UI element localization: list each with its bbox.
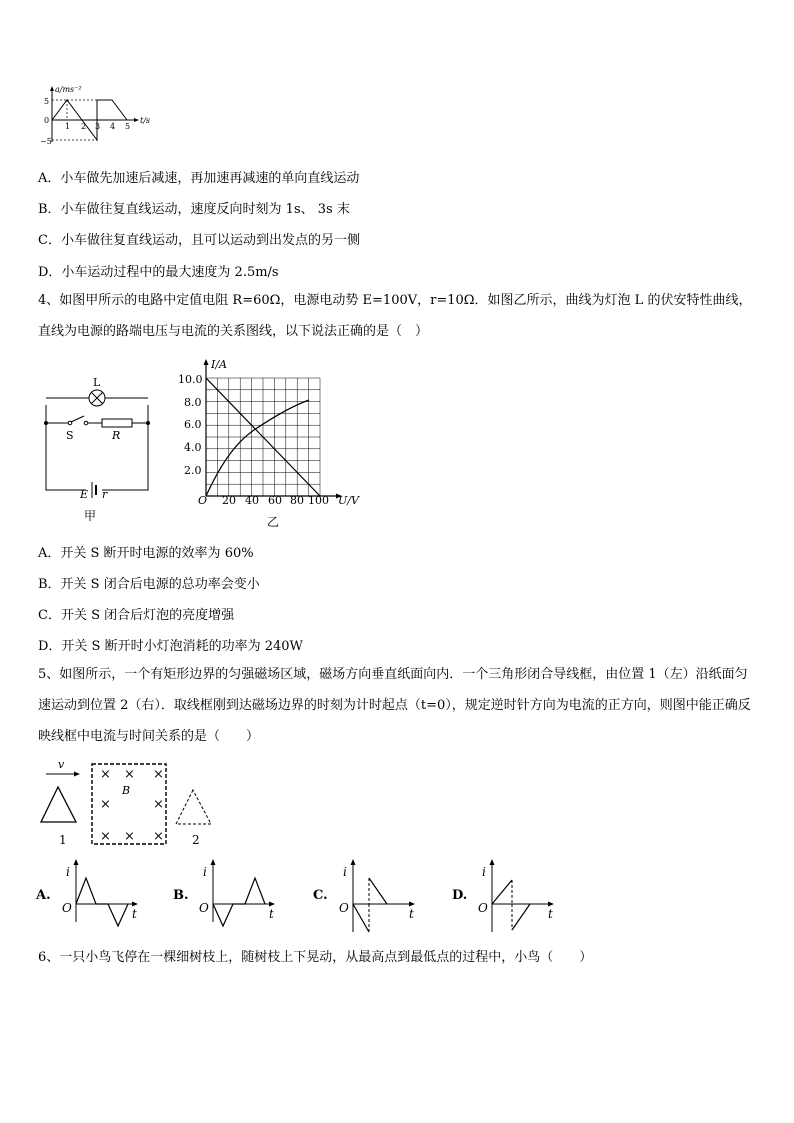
q4-stem: 4、如图甲所示的电路中定值电阻 R=60Ω，电源电动势 E=100V，r=10Ω．如图乙所示，曲线为灯泡 L 的伏安特性曲线，直线为电源的路端电压与电流的关系图线，以下说法正确的是（ ） — [38, 293, 752, 339]
q3-option-b: B．小车做往复直线运动，速度反向时刻为 1s、 3s 末 — [38, 202, 350, 217]
circuit-diagram — [36, 368, 156, 528]
choice-d-t: t — [548, 907, 553, 921]
q3-option-a: A．小车做先加速后减速，再加速再减速的单向直线运动 — [38, 171, 360, 186]
choice-d-curve — [492, 880, 512, 904]
choice-d-letter: D. — [452, 888, 468, 903]
x-tick-60: 60 — [268, 494, 282, 507]
choice-c-t: t — [409, 907, 414, 921]
choice-a-t: t — [132, 907, 137, 921]
lamp-label: L — [93, 376, 101, 389]
x-tick-20: 20 — [222, 494, 236, 507]
i-axis-label: I/A — [211, 358, 227, 371]
triangle-position-1 — [41, 787, 76, 822]
field-cross-3: × — [153, 767, 164, 782]
choice-b-i: i — [203, 865, 207, 879]
internal-resistance-label: r — [102, 488, 108, 501]
position-1-label: 1 — [59, 833, 67, 847]
velocity-label: v — [58, 758, 65, 771]
y-tick-0: 0 — [44, 116, 50, 125]
field-crosses — [100, 767, 164, 844]
circuit-caption: 甲 — [84, 509, 97, 523]
field-label: B — [122, 784, 131, 797]
choice-b-t: t — [269, 907, 274, 921]
y-tick-5: 5 — [44, 97, 50, 106]
u-axis-label: U/V — [338, 494, 359, 507]
choice-d-i: i — [482, 865, 486, 879]
q4-option-d: D．开关 S 断开时小灯泡消耗的功率为 240W — [38, 639, 303, 654]
q3-option-c: C．小车做往复直线运动，且可以运动到出发点的另一侧 — [38, 233, 360, 248]
choice-d-o: O — [478, 901, 488, 915]
y-tick-2: 2.0 — [184, 464, 202, 477]
switch-label: S — [66, 429, 74, 442]
graph-caption: 乙 — [267, 515, 280, 529]
x-tick-40: 40 — [245, 494, 259, 507]
choice-b-o: O — [199, 901, 209, 915]
q5-stem: 5、如图所示，一个有矩形边界的匀强磁场区域，磁场方向垂直纸面向内．一个三角形闭合导线框，由位置 1（左）沿纸面匀速运动到位置 2（右）．取线框刚到达磁场边界的时刻为计时起点（t=0），规定逆时针方向为电流的正方向，则图中能正确反映线框中电流与时间关系的是（ ） — [38, 667, 751, 744]
t-axis-label: t/s — [140, 116, 151, 125]
acceleration-time-graph — [36, 84, 156, 146]
x-tick-4: 4 — [110, 122, 116, 131]
field-cross-6: × — [100, 829, 111, 844]
y-tick-8: 8.0 — [184, 396, 202, 409]
q3-option-d: D．小车运动过程中的最大速度为 2.5m/s — [38, 265, 279, 280]
field-cross-1: × — [100, 767, 111, 782]
choice-a-i: i — [66, 865, 70, 879]
position-2-label: 2 — [192, 833, 200, 847]
choice-c-letter: C. — [313, 888, 328, 903]
origin-label: O — [198, 494, 208, 507]
y-tick-neg5: −5 — [40, 137, 52, 146]
resistor-icon — [102, 419, 132, 427]
switch-icon — [68, 416, 88, 425]
y-tick-10: 10.0 — [178, 373, 203, 386]
q4-option-a: A．开关 S 断开时电源的效率为 60% — [38, 546, 254, 561]
choice-b-letter: B. — [173, 888, 189, 903]
choice-a-o: O — [62, 901, 72, 915]
choice-c-o: O — [339, 901, 349, 915]
q4-option-b: B．开关 S 闭合后电源的总功率会变小 — [38, 577, 260, 592]
field-cross-7: × — [124, 829, 135, 844]
field-cross-5: × — [153, 797, 164, 812]
y-tick-4: 4.0 — [184, 441, 202, 454]
magnetic-field-figure — [36, 756, 236, 852]
choice-c-i: i — [343, 865, 347, 879]
a-axis-label: a/ms⁻² — [55, 85, 82, 94]
lamp-icon — [89, 390, 105, 406]
x-tick-80: 80 — [290, 494, 304, 507]
x-tick-2: 2 — [81, 122, 87, 131]
choice-a-letter: A. — [36, 888, 51, 903]
field-cross-2: × — [124, 767, 135, 782]
resistor-label: R — [112, 429, 121, 442]
choice-b-curve — [213, 878, 265, 926]
iu-graph — [172, 356, 362, 532]
y-tick-6: 6.0 — [184, 418, 202, 431]
emf-label: E — [80, 488, 89, 501]
lamp-curve — [206, 400, 309, 496]
x-tick-3: 3 — [95, 122, 101, 131]
x-tick-100: 100 — [308, 494, 329, 507]
q6-stem: 6、一只小鸟飞停在一棵细树枝上，随树枝上下晃动，从最高点到最低点的过程中，小鸟（ ） — [38, 950, 593, 965]
field-cross-8: × — [153, 829, 164, 844]
choice-a-curve — [76, 878, 128, 926]
triangle-position-2 — [176, 790, 211, 824]
choice-c-curve — [353, 904, 369, 932]
q4-option-c: C．开关 S 闭合后灯泡的亮度增强 — [38, 608, 235, 623]
x-tick-5: 5 — [125, 122, 131, 131]
x-tick-1: 1 — [65, 122, 71, 131]
field-cross-4: × — [100, 797, 111, 812]
